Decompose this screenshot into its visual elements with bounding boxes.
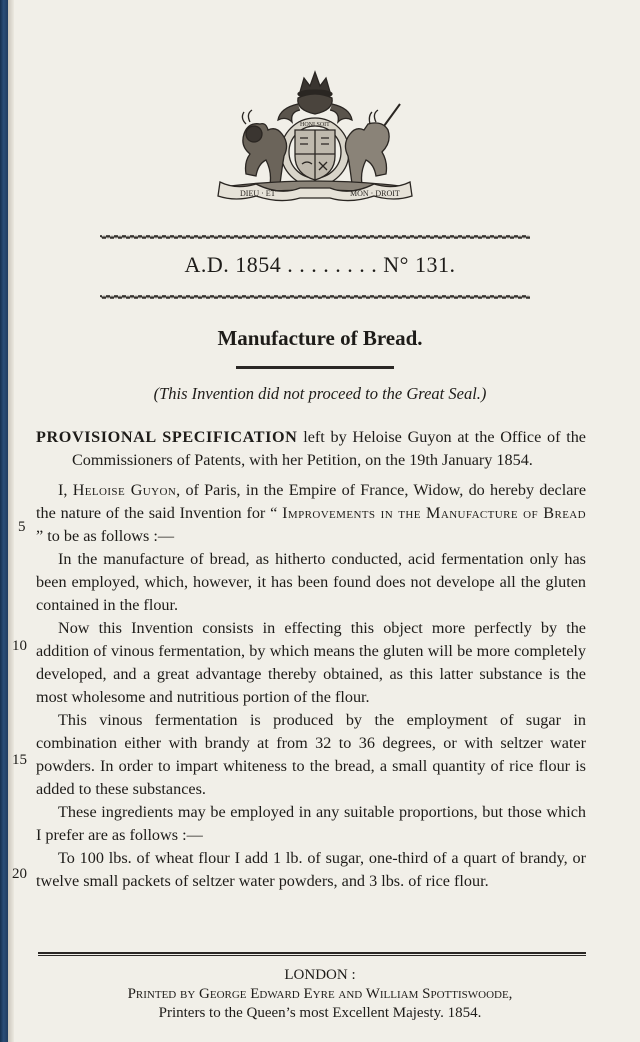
line-number-10: 10 [12, 638, 27, 654]
line-number-5: 5 [18, 519, 26, 535]
line-number-15: 15 [12, 752, 27, 768]
declaration-middle: , of Paris, in the Empire of France, Widow, do hereby declare the nature of the said Invention for “ [36, 481, 586, 522]
specification-heading-paragraph [36, 426, 586, 472]
inventor-name: Heloise Guyon [72, 481, 177, 499]
svg-text:HONI SOIT: HONI SOIT [300, 122, 330, 128]
line-number-20: 20 [12, 866, 27, 882]
footer-printers-to: Printers to the Queen’s most Excellent Majesty. 1854. [158, 1005, 482, 1021]
title-underline [236, 366, 394, 369]
paragraph-fermentation: This vinous fermentation is produced by the employment of sugar in combination either with brandy at from 32 to 36 degrees, or with seltzer water powders. In order to impart whiteness to the bread, a small quantity of rice flour is added to these substances. [36, 711, 586, 798]
paragraph-declaration [36, 479, 586, 548]
footer-rule [38, 952, 586, 956]
footer-printed-by: Printed by George Edward Eyre and William Spottiswoode, [127, 986, 513, 1002]
footer-city: LONDON : [284, 967, 356, 983]
specification-heading: PROVISIONAL SPECIFICATION [36, 428, 298, 446]
printer-footer [0, 966, 640, 1023]
paragraph-background: In the manufacture of bread, as hitherto conducted, acid fermentation only has been employed, which, however, it has been found does not develope all the gluten contained in the flour. [36, 550, 586, 614]
specification-body [36, 426, 586, 893]
paragraph-proportions: These ingredients may be employed in any suitable proportions, but those which I prefer are as follows :— [36, 803, 586, 844]
ornamental-rule-bottom [100, 294, 530, 300]
paragraph-invention: Now this Invention consists in effecting this object more perfectly by the addition of vinous fermentation, by which means the gluten will be more completely developed, and a great advantage thereby obtained, as this latter substance is the most wholesome and nutritious portion of the flour. [36, 619, 586, 706]
coat-of-arms-icon [200, 64, 430, 202]
patent-number-line: A.D. 1854 . . . . . . . . N° 131. [184, 252, 456, 277]
seal-note: (This Invention did not proceed to the Great Seal.) [153, 384, 487, 403]
declaration-end: ” to be as follows :— [36, 527, 175, 545]
svg-text:DIEU · ET: DIEU · ET [240, 189, 276, 198]
ornamental-rule-top [100, 234, 530, 240]
invention-title: Improvements in the Manufacture of Bread [282, 504, 586, 522]
specification-heading-rest: left by Heloise Guyon at the Office of the Commissioners of Patents, with her Petition, on the 19th January 1854. [72, 428, 586, 469]
svg-text:MON · DROIT: MON · DROIT [350, 189, 400, 198]
document-title: Manufacture of Bread. [217, 326, 423, 350]
paragraph-recipe: To 100 lbs. of wheat flour I add 1 lb. of sugar, one-third of a quart of brandy, or twelve small packets of seltzer water powders, and 3 lbs. of rice flour. [36, 849, 586, 890]
declaration-start: I, [58, 481, 73, 499]
